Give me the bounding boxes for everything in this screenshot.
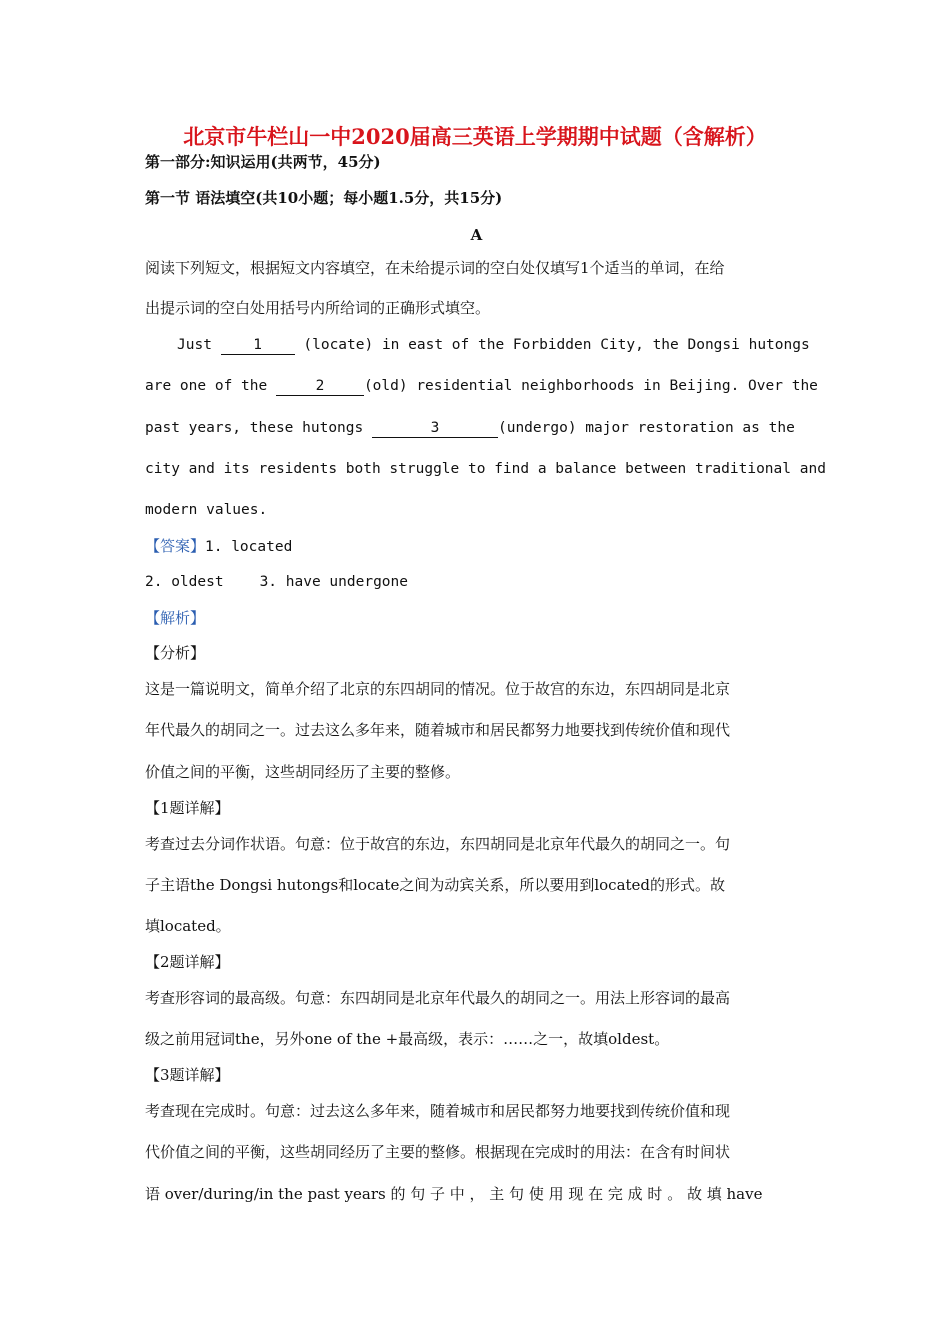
blank-2: 2 xyxy=(276,377,364,396)
answer-line-2 xyxy=(145,572,808,592)
passage-label: A xyxy=(470,226,483,244)
passage-line-3 xyxy=(145,418,808,438)
instructions-line-1: 阅读下列短文，根据短文内容填空，在未给提示词的空白处仅填写1个适当的单词，在给 xyxy=(145,259,725,277)
q1-line-3: 填located。 xyxy=(145,917,231,935)
q1-label: 【1题详解】 xyxy=(145,799,230,817)
q3-line-2: 代价值之间的平衡，这些胡同经历了主要的整修。根据现在完成时的用法：在含有时间状 xyxy=(145,1143,731,1161)
fenxi-line-1: 这是一篇说明文，简单介绍了北京的东四胡同的情况。位于故宫的东边，东四胡同是北京 xyxy=(145,680,731,698)
fenxi-line-2: 年代最久的胡同之一。过去这么多年来，随着城市和居民都努力地要找到传统价值和现代 xyxy=(145,721,731,739)
passage-line-2 xyxy=(145,376,818,396)
passage-line-4: city and its residents both struggle to find a balance between traditional and xyxy=(145,461,826,477)
q3-label: 【3题详解】 xyxy=(145,1066,230,1084)
document-title: 北京市牛栏山一中2020届高三英语上学期期中试题（含解析） xyxy=(183,124,767,149)
passage-text: past years, these hutongs xyxy=(145,420,372,436)
q2-line-1: 考查形容词的最高级。句意：东四胡同是北京年代最久的胡同之一。用法上形容词的最高 xyxy=(145,989,731,1007)
q1-line-2: 子主语the Dongsi hutongs和locate之间为动宾关系，所以要用到located的形式。故 xyxy=(145,876,726,894)
passage-line-1 xyxy=(145,335,808,355)
section-heading: 第一节 语法填空(共10小题；每小题1.5分，共15分) xyxy=(145,189,503,207)
passage-text: (undergo) major restoration as the xyxy=(497,420,795,436)
answer-1: 1. located xyxy=(205,539,293,555)
fenxi-line-3: 价值之间的平衡，这些胡同经历了主要的整修。 xyxy=(145,763,461,781)
q3-line-1: 考查现在完成时。句意：过去这么多年来，随着城市和居民都努力地要找到传统价值和现 xyxy=(145,1102,731,1120)
passage-text: (locate) in east of the Forbidden City, the Dongsi hutongs xyxy=(294,337,810,353)
answer-3: 3. have undergone xyxy=(259,574,408,590)
blank-3: 3 xyxy=(372,419,498,438)
q2-label: 【2题详解】 xyxy=(145,953,230,971)
passage-text: are one of the xyxy=(145,378,276,394)
passage-text: (old) residential neighborhoods in Beijing. Over the xyxy=(363,378,818,394)
answer-2: 2. oldest xyxy=(145,574,224,590)
analysis-label: 【解析】 xyxy=(145,609,206,627)
blank-1: 1 xyxy=(221,336,295,355)
answer-label: 【答案】 xyxy=(145,537,206,555)
q2-line-2: 级之前用冠词the，另外one of the +最高级，表示：……之一，故填oldest。 xyxy=(145,1030,670,1048)
passage-text: Just xyxy=(177,337,221,353)
part-heading: 第一部分:知识运用(共两节，45分) xyxy=(145,153,381,171)
q1-line-1: 考查过去分词作状语。句意：位于故宫的东边，东四胡同是北京年代最久的胡同之一。句 xyxy=(145,835,731,853)
answer-line-1 xyxy=(145,536,808,557)
instructions-line-2: 出提示词的空白处用括号内所给词的正确形式填空。 xyxy=(145,299,491,317)
passage-line-5: modern values. xyxy=(145,502,268,518)
fenxi-label: 【分析】 xyxy=(145,644,206,662)
q3-line-3: 语 over/during/in the past years 的 句 子 中 ， 主 句 使 用 现 在 完 成 时 。 故 填 have xyxy=(145,1185,763,1203)
